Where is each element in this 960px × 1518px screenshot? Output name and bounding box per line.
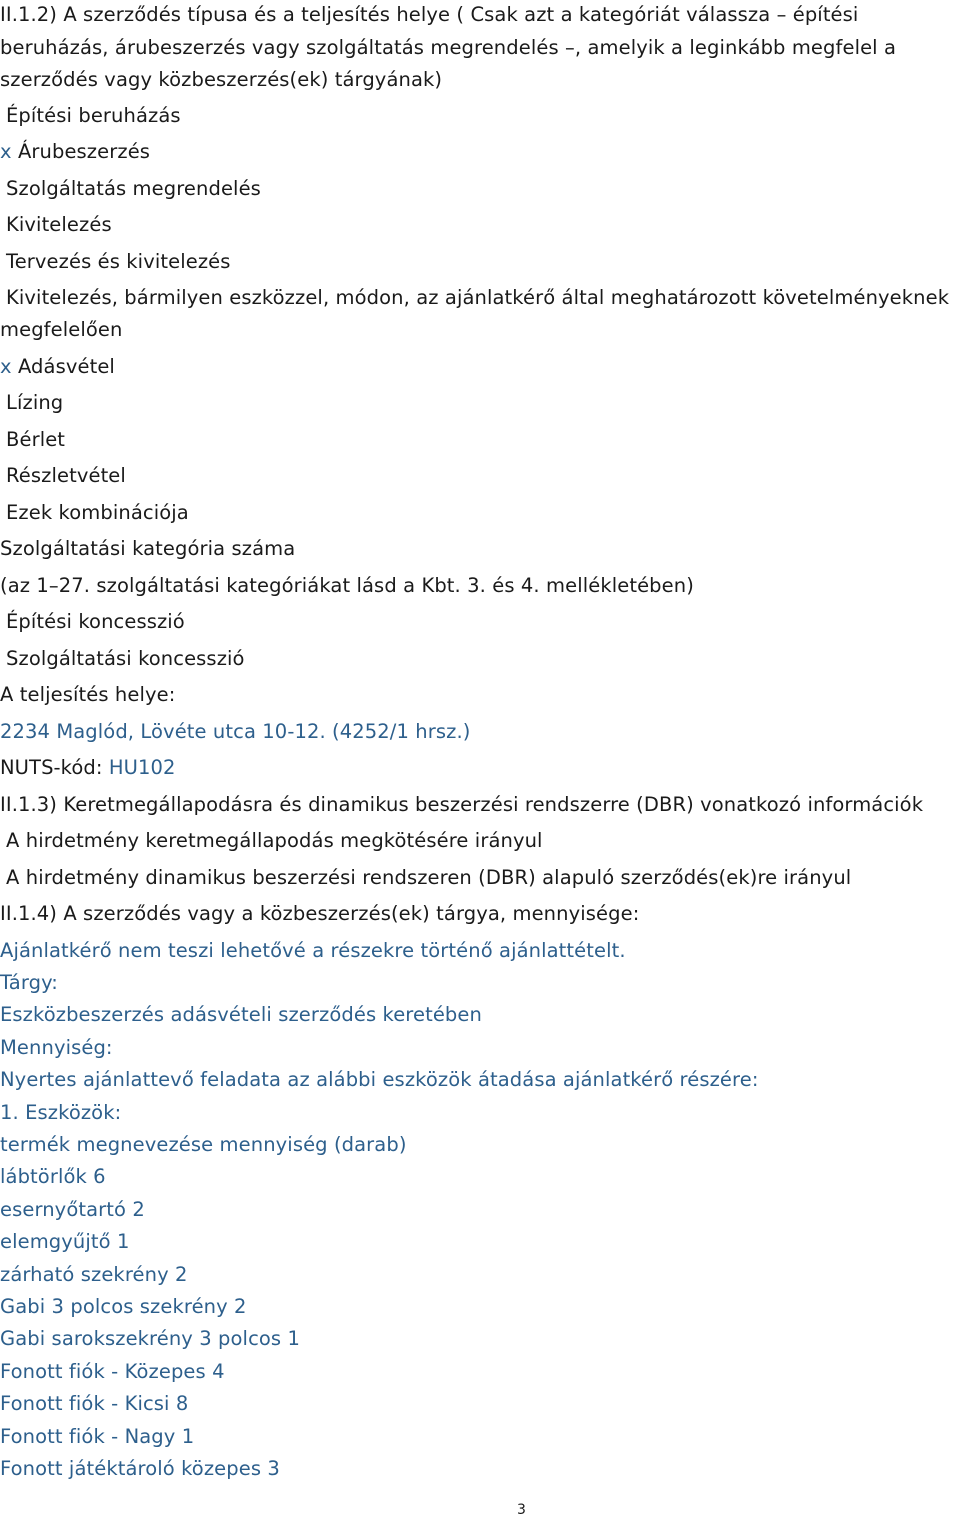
dbr-line: A hirdetmény dinamikus beszerzési rendszeren (DBR) alapuló szerződés(ek)re irányul bbox=[6, 866, 852, 889]
option-kombinacio: Ezek kombinációja bbox=[6, 501, 189, 524]
option-kivitelezes-barmilyen: Kivitelezés, bármilyen eszközzel, módon, az ajánlatkérő által meghatározott követelményeknek bbox=[6, 286, 950, 309]
option-arubeszerzes bbox=[0, 140, 150, 164]
section-title-line: beruházás, árubeszerzés vagy szolgáltatás megrendelés –, amelyik a leginkább megfelel a bbox=[0, 36, 897, 59]
body-line: Nyertes ajánlattevő feladata az alábbi eszközök átadása ajánlatkérő részére: bbox=[0, 1068, 759, 1091]
option-reszletvetel: Részletvétel bbox=[6, 464, 126, 487]
item-line: Fonott fiók - Nagy 1 bbox=[0, 1425, 195, 1448]
service-category-note: (az 1–27. szolgáltatási kategóriákat lásd a Kbt. 3. és 4. mellékletében) bbox=[0, 574, 694, 597]
body-line: Eszközbeszerzés adásvételi szerződés keretében bbox=[0, 1003, 482, 1026]
option-epitesi-beruhazas: Építési beruházás bbox=[6, 104, 181, 127]
item-line: Fonott játéktároló közepes 3 bbox=[0, 1457, 280, 1480]
nuts-code bbox=[0, 756, 176, 780]
option-adasvetel bbox=[0, 355, 115, 379]
service-category-label: Szolgáltatási kategória száma bbox=[0, 537, 296, 560]
selected-mark: x bbox=[0, 355, 12, 378]
item-line: Gabi sarokszekrény 3 polcos 1 bbox=[0, 1327, 300, 1350]
item-line: zárható szekrény 2 bbox=[0, 1263, 188, 1286]
body-line: 1. Eszközök: bbox=[0, 1101, 122, 1124]
page-number: 3 bbox=[517, 1502, 526, 1518]
item-line: Gabi 3 polcos szekrény 2 bbox=[0, 1295, 247, 1318]
option-szolgaltatas: Szolgáltatás megrendelés bbox=[6, 177, 261, 200]
item-line: elemgyűjtő 1 bbox=[0, 1230, 130, 1253]
selected-mark: x bbox=[0, 140, 12, 163]
delivery-place-label: A teljesítés helye: bbox=[0, 683, 176, 706]
item-line: lábtörlők 6 bbox=[0, 1165, 106, 1188]
body-line: Ajánlatkérő nem teszi lehetővé a részekre történő ajánlattételt. bbox=[0, 939, 626, 962]
item-line: esernyőtartó 2 bbox=[0, 1198, 145, 1221]
section-title-line: II.1.2) A szerződés típusa és a teljesítés helye ( Csak azt a kategóriát válassza – építési bbox=[0, 3, 859, 26]
section-title: II.1.4) A szerződés vagy a közbeszerzés(ek) tárgya, mennyisége: bbox=[0, 902, 640, 925]
option-tervezes: Tervezés és kivitelezés bbox=[6, 250, 231, 273]
body-line: Mennyiség: bbox=[0, 1036, 113, 1059]
body-line: termék megnevezése mennyiség (darab) bbox=[0, 1133, 407, 1156]
body-line: Tárgy: bbox=[0, 971, 58, 994]
item-line: Fonott fiók - Közepes 4 bbox=[0, 1360, 225, 1383]
section-title-line: szerződés vagy közbeszerzés(ek) tárgyának) bbox=[0, 68, 443, 91]
option-label: Árubeszerzés bbox=[17, 140, 151, 163]
option-label: Adásvétel bbox=[17, 355, 115, 378]
option-kivitelezes: Kivitelezés bbox=[6, 213, 112, 236]
framework-line: A hirdetmény keretmegállapodás megkötésére irányul bbox=[6, 829, 543, 852]
nuts-label: NUTS-kód: bbox=[0, 756, 103, 779]
nuts-value: HU102 bbox=[108, 756, 176, 779]
option-kivitelezes-barmilyen-cont: megfelelően bbox=[0, 318, 123, 341]
option-lizing: Lízing bbox=[6, 391, 64, 414]
option-szolg-koncesszio: Szolgáltatási koncesszió bbox=[6, 647, 245, 670]
delivery-place-value: 2234 Maglód, Lövéte utca 10-12. (4252/1 hrsz.) bbox=[0, 720, 471, 743]
option-epitesi-koncesszio: Építési koncesszió bbox=[6, 610, 185, 633]
option-berlet: Bérlet bbox=[6, 428, 66, 451]
item-line: Fonott fiók - Kicsi 8 bbox=[0, 1392, 189, 1415]
section-title: II.1.3) Keretmegállapodásra és dinamikus beszerzési rendszerre (DBR) vonatkozó információk bbox=[0, 793, 924, 816]
